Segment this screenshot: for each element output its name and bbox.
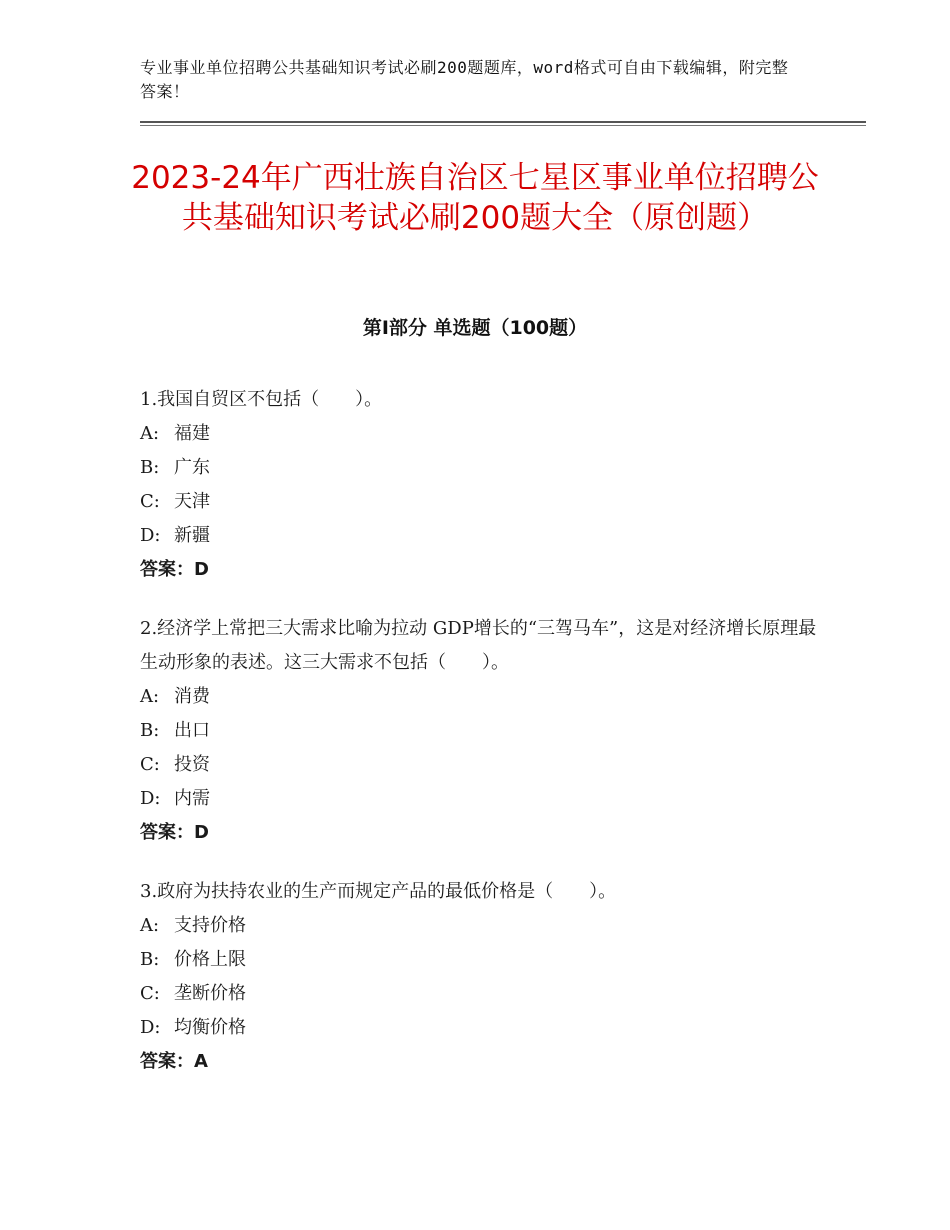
document-title: 2023-24年广西壮族自治区七星区事业单位招聘公共基础知识考试必刷200题大全（原创题）: [131, 160, 819, 236]
answer-line: 答案：A: [140, 1051, 208, 1072]
answer-line: 答案：D: [140, 559, 209, 580]
option-letter: D:: [140, 1017, 161, 1038]
option-letter: A:: [140, 686, 160, 707]
option-d: [140, 519, 820, 553]
question-stem: 2.经济学上常把三大需求比喻为拉动 GDP增长的“三驾马车”，这是对经济增长原理最生动形象的表述。这三大需求不包括（ ）。: [140, 618, 817, 673]
option-text: 均衡价格: [174, 1017, 246, 1038]
option-letter: C:: [140, 491, 160, 512]
question-1: [140, 383, 820, 587]
option-letter: C:: [140, 754, 160, 775]
option-text: 消费: [174, 686, 210, 707]
option-d: [140, 782, 820, 816]
option-b: [140, 943, 820, 977]
header-note: 专业事业单位招聘公共基础知识考试必刷200题题库，word格式可自由下载编辑，附完整答案！: [140, 58, 789, 101]
option-letter: C:: [140, 983, 160, 1004]
option-letter: B:: [140, 720, 160, 741]
option-letter: D:: [140, 525, 161, 546]
option-a: [140, 909, 820, 943]
question-stem: 3.政府为扶持农业的生产而规定产品的最低价格是（ ）。: [140, 881, 617, 902]
option-letter: A:: [140, 915, 160, 936]
option-text: 价格上限: [174, 949, 246, 970]
option-text: 垄断价格: [174, 983, 246, 1004]
option-text: 天津: [174, 491, 210, 512]
option-letter: A:: [140, 423, 160, 444]
option-text: 支持价格: [174, 915, 246, 936]
option-text: 福建: [174, 423, 210, 444]
option-a: [140, 680, 820, 714]
option-b: [140, 451, 820, 485]
option-text: 投资: [174, 754, 210, 775]
header-divider-thick: [140, 121, 866, 123]
option-text: 出口: [174, 720, 210, 741]
option-d: [140, 1011, 820, 1045]
option-text: 内需: [174, 788, 210, 809]
option-letter: D:: [140, 788, 161, 809]
question-3: [140, 875, 820, 1079]
option-text: 广东: [174, 457, 210, 478]
question-2: [140, 612, 820, 850]
option-text: 新疆: [174, 525, 210, 546]
question-list: [140, 383, 820, 1104]
answer-line: 答案：D: [140, 822, 209, 843]
option-c: [140, 485, 820, 519]
header-divider-thin: [140, 125, 866, 126]
option-letter: B:: [140, 949, 160, 970]
question-stem: 1.我国自贸区不包括（ ）。: [140, 389, 383, 410]
option-c: [140, 748, 820, 782]
option-b: [140, 714, 820, 748]
section-title: 第Ⅰ部分 单选题（100题）: [362, 317, 588, 339]
option-a: [140, 417, 820, 451]
option-letter: B:: [140, 457, 160, 478]
option-c: [140, 977, 820, 1011]
